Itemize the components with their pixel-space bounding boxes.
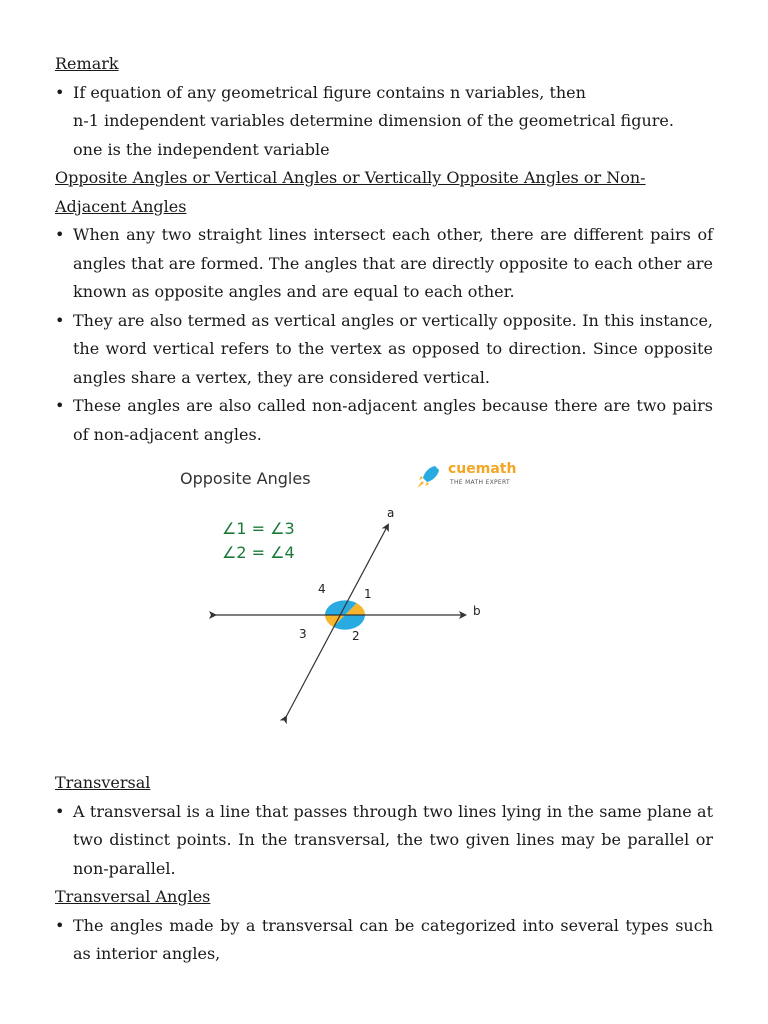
bullet-dot: •	[55, 915, 65, 935]
remark-line-2: n-1 independent variables determine dimension of the geometrical figure.	[73, 111, 674, 130]
list-item	[55, 221, 713, 307]
list-item	[55, 307, 713, 393]
line-a-label: a	[387, 506, 395, 520]
brand-name: cuemath	[448, 461, 517, 477]
list-item	[55, 798, 713, 884]
opposite-angles-bullet-2: They are also termed as vertical angles or vertically opposite. In this instance, the word vertical refers to the vertex as opposed to direction. Since opposite angles share a vertex, they are considered vertical.	[73, 310, 713, 387]
transversal-angles-bullet: The angles made by a transversal can be categorized into several types such as interior angles,	[73, 915, 713, 963]
bullet-dot: •	[55, 310, 65, 330]
bullet-dot: •	[55, 396, 65, 415]
list-item	[55, 912, 713, 969]
angle-label-4: 4	[318, 582, 326, 596]
bullet-dot: •	[55, 82, 65, 102]
list-item	[55, 392, 713, 449]
opposite-angles-bullet-3: These angles are also called non-adjacent angles because there are two pairs of non-adjacent angles.	[73, 396, 713, 444]
opposite-angles-diagram	[55, 459, 713, 759]
remark-heading: Remark	[55, 54, 119, 73]
bullet-dot: •	[55, 225, 65, 244]
opposite-angles-heading: Opposite Angles or Vertical Angles or Vertically Opposite Angles or Non-Adjacent Angles	[55, 168, 646, 216]
transversal-heading: Transversal	[55, 773, 151, 792]
angle-label-3: 3	[299, 627, 307, 641]
equation-2: ∠2 = ∠4	[222, 543, 295, 562]
rocket-icon	[417, 466, 439, 488]
transversal-bullet: A transversal is a line that passes through two lines lying in the same plane at two distinct points. In the transversal, the two given lines may be parallel or non-parallel.	[73, 801, 713, 878]
document-page	[55, 50, 713, 969]
opposite-angles-bullet-1: When any two straight lines intersect each other, there are different pairs of angles that are formed. The angles that are directly opposite to each other are known as opposite angles and are equal to each other.	[73, 225, 713, 301]
equation-1: ∠1 = ∠3	[222, 519, 295, 538]
list-item	[55, 79, 713, 108]
brand-tagline: THE MATH EXPERT	[450, 479, 510, 486]
angle-label-1: 1	[364, 587, 372, 601]
line-b-label: b	[473, 604, 481, 618]
remark-line-3: one is the independent variable	[73, 139, 330, 159]
opposite-angles-figure	[55, 459, 713, 759]
remark-bullet-text: If equation of any geometrical figure contains n variables, then	[73, 82, 586, 102]
transversal-angles-heading: Transversal Angles	[55, 887, 211, 906]
bullet-dot: •	[55, 801, 65, 821]
angle-label-2: 2	[352, 629, 360, 643]
figure-title: Opposite Angles	[180, 469, 311, 488]
line-a	[286, 525, 388, 717]
